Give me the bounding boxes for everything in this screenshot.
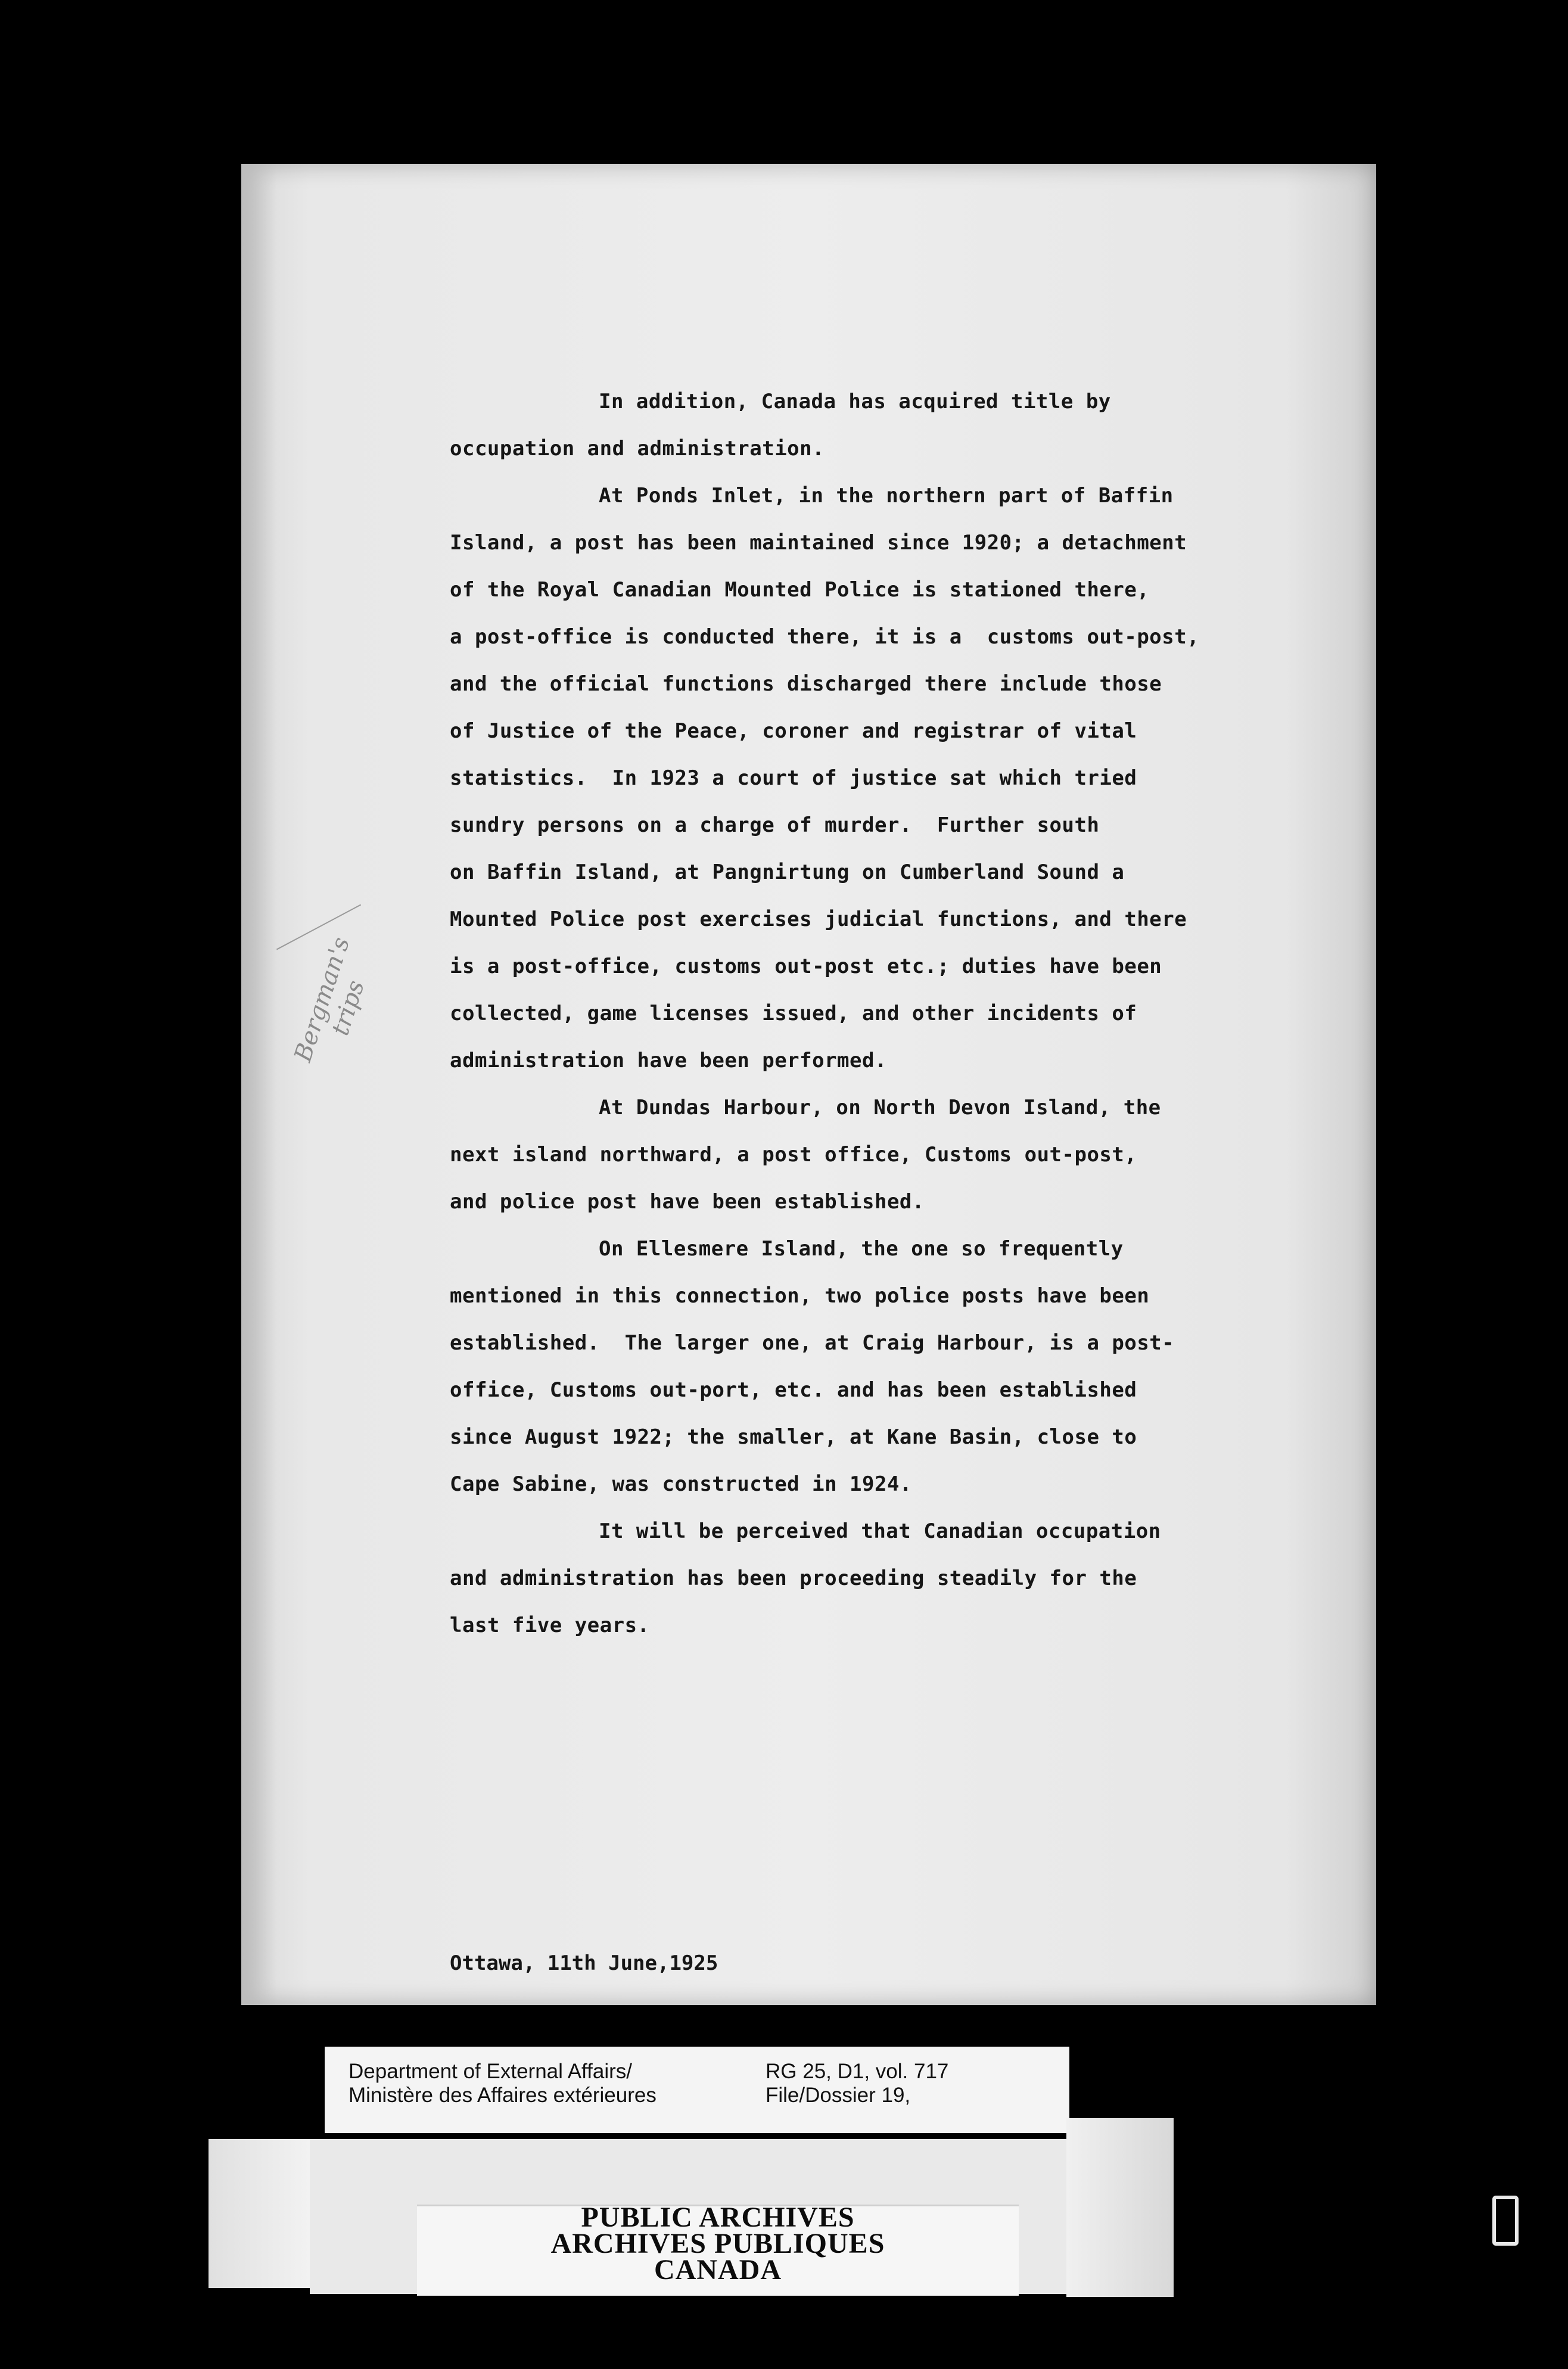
- body-line: of Justice of the Peace, coroner and registrar of vital: [450, 719, 1137, 743]
- body-line: and administration has been proceeding steadily for the: [450, 1566, 1137, 1590]
- stamp-backing-left: [209, 2139, 310, 2288]
- department-english: Department of External Affairs/: [349, 2060, 632, 2083]
- archive-reference-label: [325, 2047, 1069, 2133]
- dateline: Ottawa, 11th June,1925: [450, 1951, 718, 1975]
- body-line: statistics. In 1923 a court of justice sat which tried: [450, 766, 1137, 790]
- body-line: is a post-office, customs out-post etc.; duties have been: [450, 955, 1162, 978]
- body-line: of the Royal Canadian Mounted Police is stationed there,: [450, 578, 1150, 602]
- body-line: sundry persons on a charge of murder. Further south: [450, 813, 1100, 837]
- body-line: At Ponds Inlet, in the northern part of Baffin: [599, 484, 1174, 508]
- typed-document-page: [241, 164, 1376, 2005]
- body-line: and police post have been established.: [450, 1190, 925, 1214]
- page-fold-shadow: [241, 164, 277, 2005]
- department-french: Ministère des Affaires extérieures: [349, 2084, 657, 2107]
- archives-stamp: [417, 2202, 1019, 2286]
- record-group-reference: RG 25, D1, vol. 717: [766, 2060, 949, 2083]
- stamp-line: CANADA: [654, 2254, 782, 2286]
- body-line: Cape Sabine, was constructed in 1924.: [450, 1472, 912, 1496]
- body-line: mentioned in this connection, two police posts have been: [450, 1284, 1150, 1308]
- body-line: Mounted Police post exercises judicial functions, and there: [450, 907, 1187, 931]
- body-line: on Baffin Island, at Pangnirtung on Cumberland Sound a: [450, 860, 1125, 884]
- stamp-line: ARCHIVES PUBLIQUES: [550, 2228, 885, 2259]
- body-line: collected, game licenses issued, and other incidents of: [450, 1002, 1137, 1025]
- body-line: occupation and administration.: [450, 437, 825, 461]
- body-line: It will be perceived that Canadian occupation: [599, 1519, 1161, 1543]
- film-frame-marker-icon: [1492, 2196, 1519, 2246]
- body-line: In addition, Canada has acquired title by: [599, 390, 1111, 414]
- stamp-backing-right: [1066, 2118, 1174, 2297]
- body-line: At Dundas Harbour, on North Devon Island, the: [599, 1096, 1161, 1120]
- file-reference: File/Dossier 19,: [766, 2084, 911, 2107]
- body-line: On Ellesmere Island, the one so frequently: [599, 1237, 1124, 1261]
- body-line: established. The larger one, at Craig Harbour, is a post-: [450, 1331, 1175, 1355]
- stamp-line: PUBLIC ARCHIVES: [581, 2202, 855, 2233]
- document-body: [450, 378, 1284, 1649]
- body-line: since August 1922; the smaller, at Kane Basin, close to: [450, 1425, 1137, 1449]
- body-line: Island, a post has been maintained since 1920; a detachment: [450, 531, 1187, 555]
- handwritten-margin-note: Bergman's trips: [289, 934, 370, 1065]
- body-line: administration have been performed.: [450, 1049, 887, 1072]
- body-line: last five years.: [450, 1613, 650, 1637]
- body-line: next island northward, a post office, Customs out-post,: [450, 1143, 1137, 1167]
- body-line: and the official functions discharged there include those: [450, 672, 1162, 696]
- body-line: office, Customs out-port, etc. and has been established: [450, 1378, 1137, 1402]
- body-line: a post-office is conducted there, it is a customs out-post,: [450, 625, 1200, 649]
